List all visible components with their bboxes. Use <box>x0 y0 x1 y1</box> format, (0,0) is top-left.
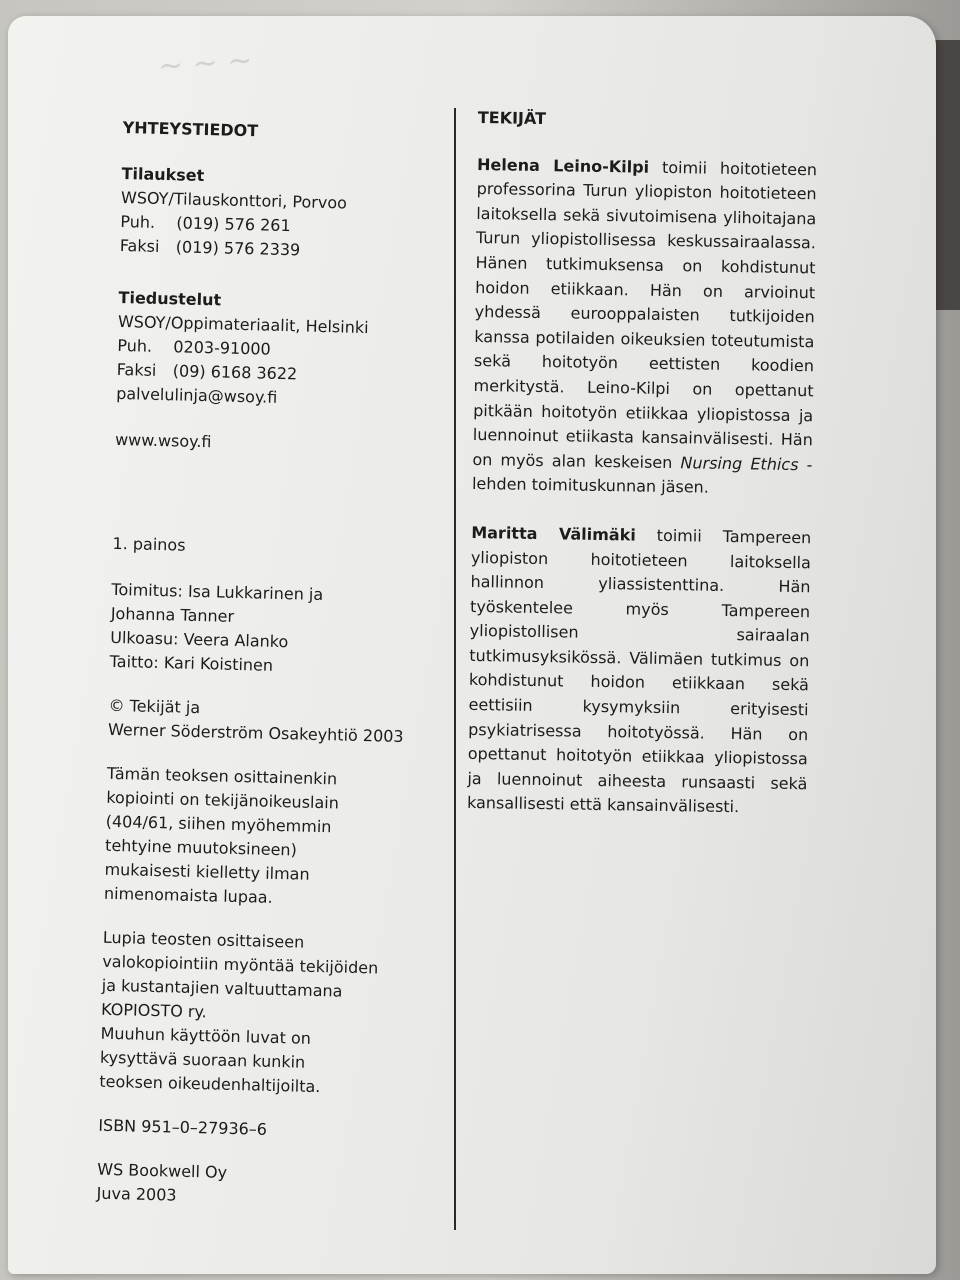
contact-column <box>96 116 443 1213</box>
author-name: Helena Leino-Kilpi <box>476 154 650 177</box>
license-notice-line: ja kustantajien valtuuttamana <box>101 975 343 1001</box>
license-notice <box>99 926 423 1102</box>
license-notice-line: kysyttävä suoraan kunkin <box>99 1047 306 1072</box>
copy-notice-line: Tämän teoksen osittainenkin <box>106 763 338 789</box>
column-divider <box>454 108 456 1230</box>
orders-fax-label: Faksi <box>119 235 160 256</box>
orders-phone: (019) 576 261 <box>176 213 291 236</box>
copyright <box>108 694 429 750</box>
credit-line: Johanna Tanner <box>110 603 235 626</box>
credit-line: Toimitus: Isa Lukkarinen ja <box>111 579 324 605</box>
authors-heading: TEKIJÄT <box>477 107 547 129</box>
license-notice-line: KOPIOSTO ry. <box>100 999 208 1022</box>
author-bio-text-end: -lehden toimituskunnan jäsen. <box>471 454 813 497</box>
inquiries-phone: 0203-91000 <box>173 337 271 359</box>
author-bio-text: toimii hoitotieteen professorina Turun yliopiston hoitotieteen laitoksella sekä sivutoimisena ylihoitajana Turun yliopistollisessa keskussairaalassa. Hänen tutkimuksensa on kohdistunut hoidon etiikkaan. Hän on arvioinut yhdessä eurooppalaisten tutkijoiden kanssa potilaiden oikeuksien toteutumista sekä hoitotyön eettisten koodien merkitystä. Leino-Kilpi on opettanut pitkään hoitotyön etiikkaa yliopistossa ja luennoinut etiikasta kansainvälisesti. Hän on myös alan keskeisen <box>472 157 818 472</box>
authors-column <box>466 106 817 845</box>
copyright-line: © Tekijät ja <box>108 695 201 718</box>
printer <box>96 1158 417 1214</box>
inquiries-fax-label: Faksi <box>116 359 157 380</box>
copyright-line: Werner Söderström Osakeyhtiö 2003 <box>107 719 404 747</box>
credits <box>109 578 431 682</box>
license-notice-line: teoksen oikeudenhaltijoilta. <box>99 1071 321 1097</box>
edition: 1. painos <box>112 533 186 555</box>
author-bio-text: toimii Tampereen yliopiston hoitotieteen laitoksella hallinnon yliassistenttina. Hän työskentelee myös Tampereen yliopistollisen sairaalan tutkimusyksikössä. Välimäen tutkimus on kohdistunut hoidon etiikkaan sekä eettisiin kysymyksiin erityisesti psykiatrisessa hoitotyössä. Hän on opettanut hoitotyön etiikkaa yliopistossa ja luennoinut aiheesta runsaasti sekä kansallisesti että kansainvälisesti. <box>466 525 812 817</box>
inquiries-fax: (09) 6168 3622 <box>172 361 298 384</box>
printer-line: Juva 2003 <box>96 1183 177 1205</box>
copy-notice-line: tehtyine muutoksineen) <box>104 835 298 860</box>
copy-notice-line: (404/61, siihen myöhemmin <box>105 811 332 837</box>
orders-title: Tilaukset <box>121 163 205 186</box>
inquiries-title: Tiedustelut <box>118 287 222 310</box>
contact-heading: YHTEYSTIEDOT <box>122 117 259 141</box>
copy-notice <box>104 762 427 914</box>
copy-notice-line: kopiointi on tekijänoikeuslain <box>106 787 340 813</box>
journal-title: Nursing Ethics <box>680 452 799 474</box>
isbn: ISBN 951–0–27936–6 <box>98 1115 268 1139</box>
orders-fax: (019) 576 2339 <box>175 237 301 260</box>
printer-line: WS Bookwell Oy <box>97 1159 228 1182</box>
credit-line: Taitto: Kari Koistinen <box>109 651 274 675</box>
author-name: Maritta Välimäki <box>471 522 636 545</box>
pencil-mark: ~ ~ ~ <box>156 42 254 85</box>
inquiries-phone-label: Puh. <box>117 335 153 356</box>
credit-line: Ulkoasu: Veera Alanko <box>110 627 289 652</box>
copy-notice-line: nimenomaista lupaa. <box>103 883 273 907</box>
license-notice-line: Muuhun käyttöön luvat on <box>100 1023 312 1048</box>
book-page <box>8 16 936 1274</box>
author-bio-valimaki <box>467 521 812 821</box>
orders-org: WSOY/Tilauskonttori, Porvoo <box>120 187 348 213</box>
license-notice-line: valokopiointiin myöntää tekijöiden <box>102 951 379 978</box>
inquiries-org: WSOY/Oppimateriaalit, Helsinki <box>117 311 369 338</box>
license-notice-line: Lupia teosten osittaiseen <box>102 927 305 952</box>
website: www.wsoy.fi <box>114 429 212 452</box>
orders-phone-label: Puh. <box>120 211 156 232</box>
copy-notice-line: mukaisesti kielletty ilman <box>104 859 310 884</box>
author-bio-leino-kilpi <box>472 153 817 503</box>
inquiries-email: palvelulinja@wsoy.fi <box>115 383 278 407</box>
